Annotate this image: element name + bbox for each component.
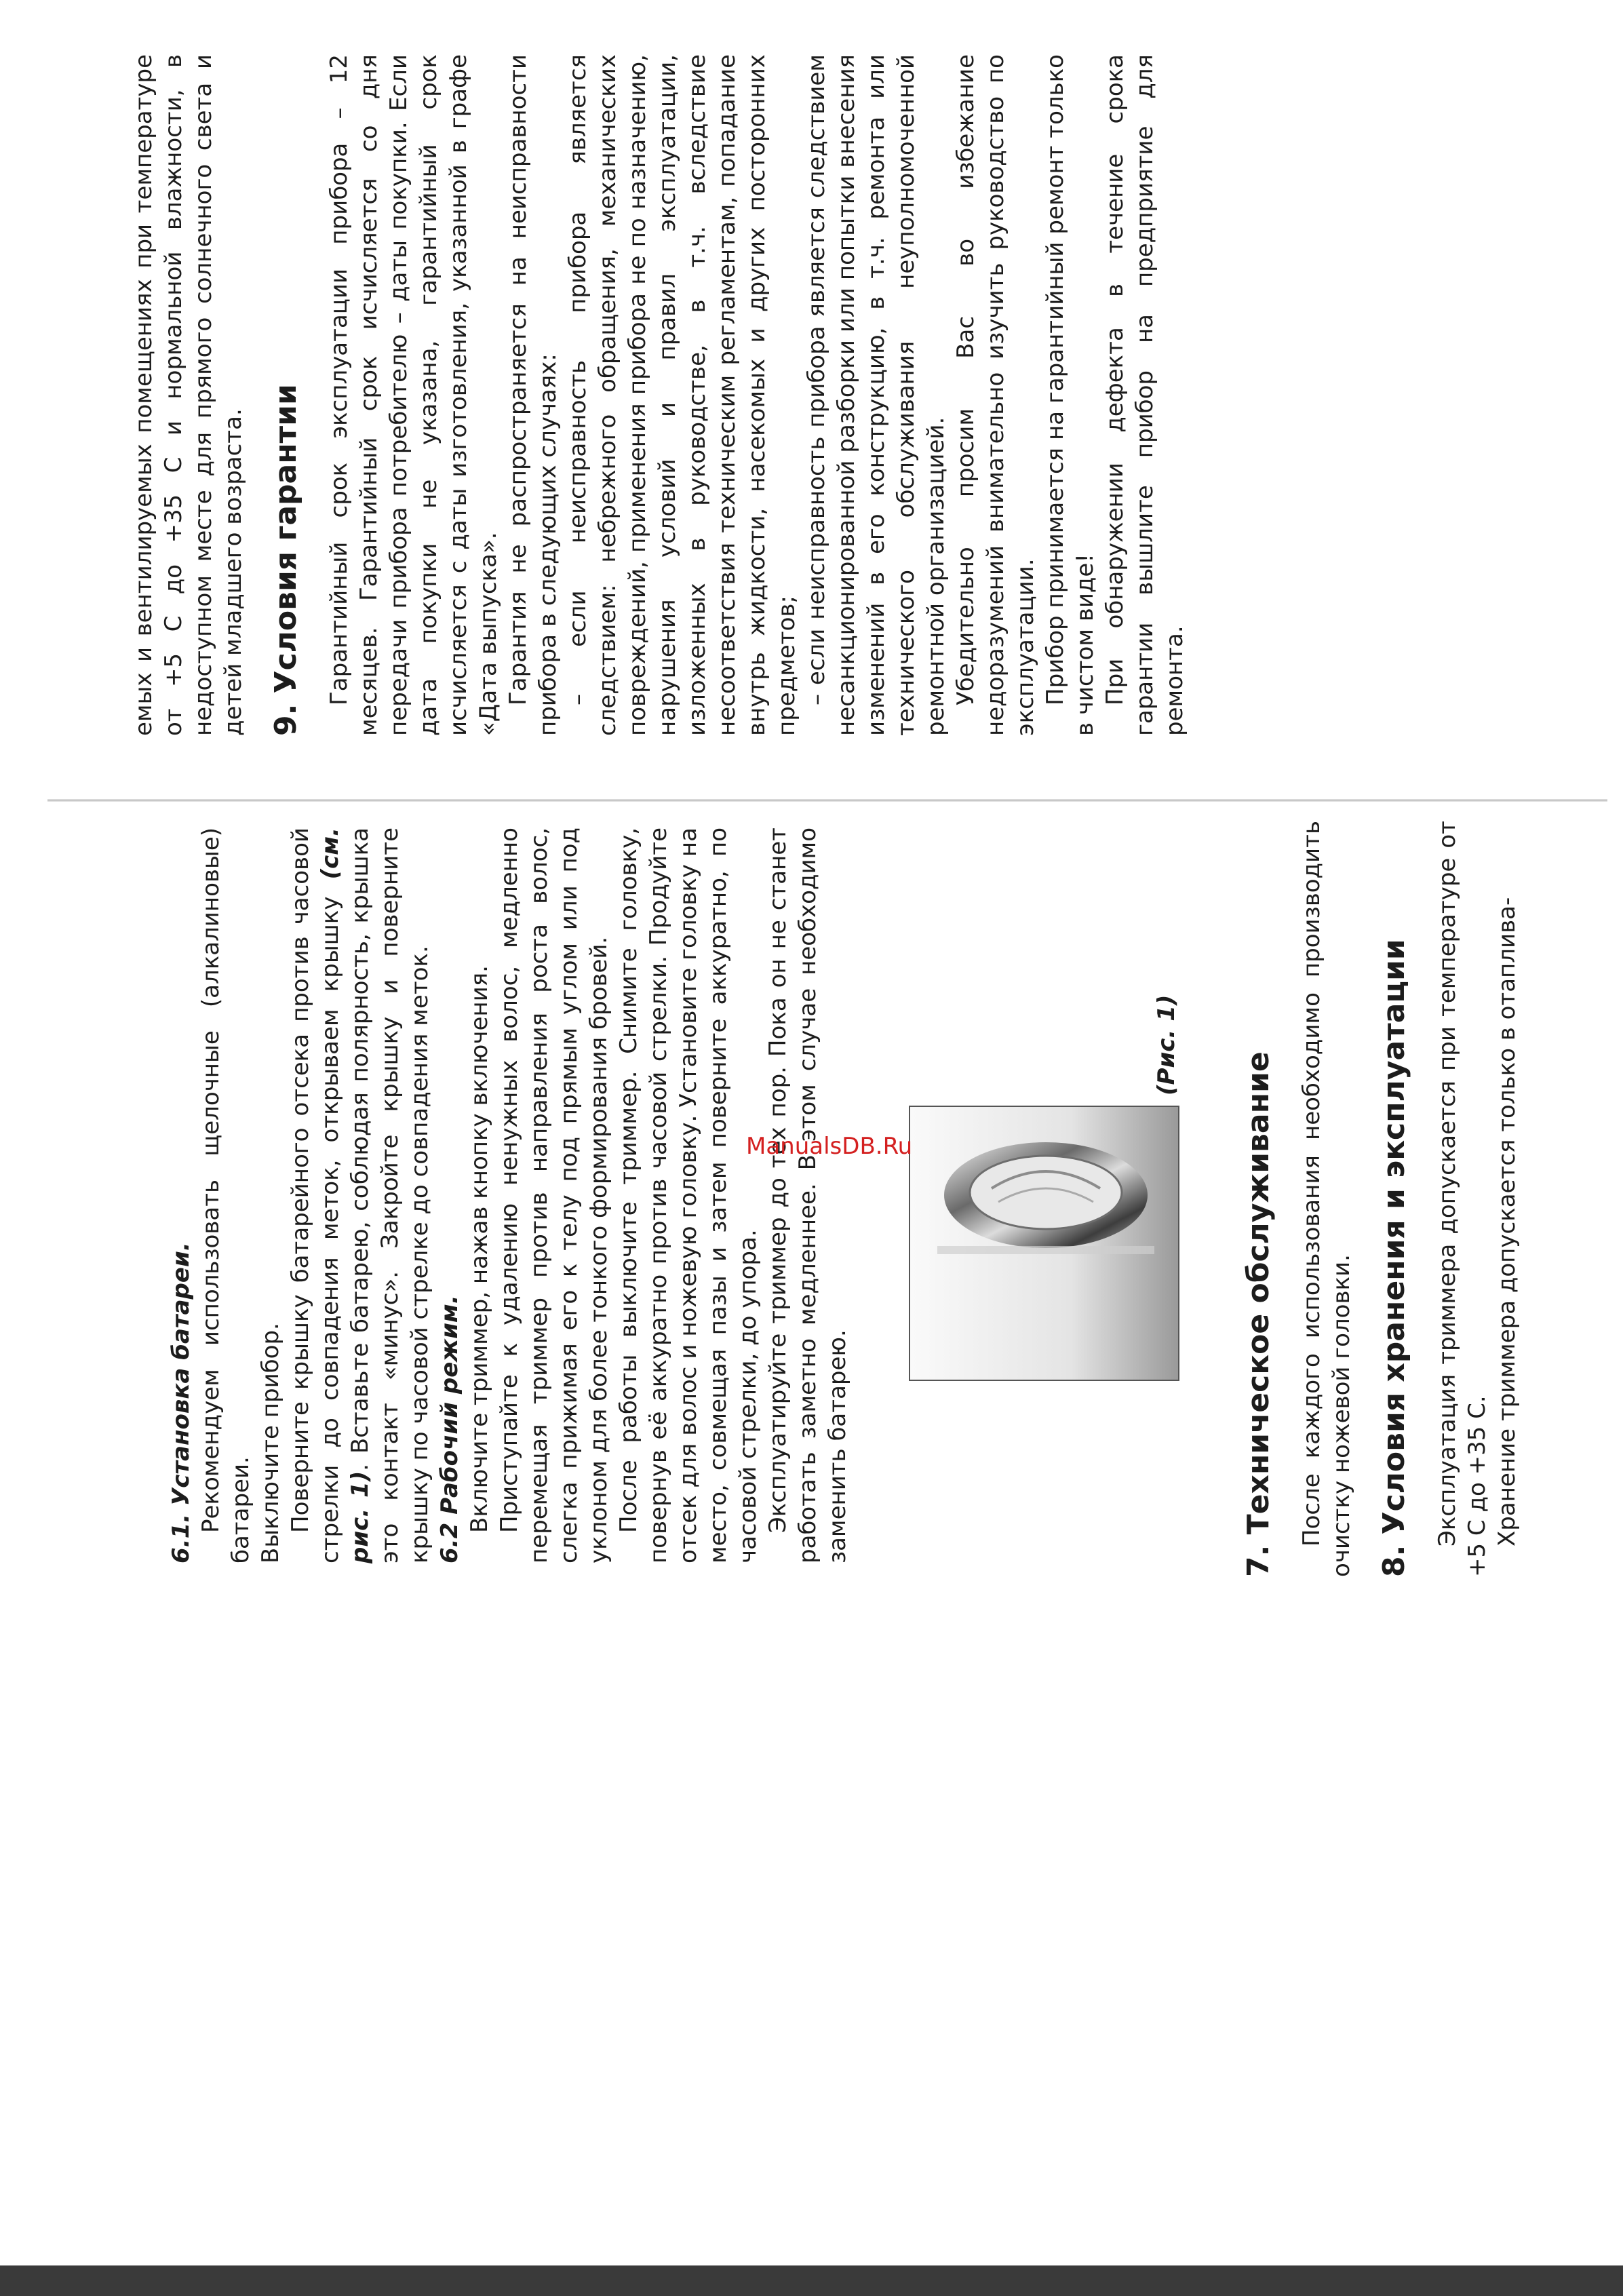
maintenance-column xyxy=(1221,821,1522,1577)
figure-1-image xyxy=(909,1106,1179,1381)
figure-reference: (см. рис. 1) xyxy=(317,827,374,1563)
cover-instruction xyxy=(286,828,435,1563)
turn-off-instruction: Выключите прибор. xyxy=(257,1323,284,1563)
storage-continuation: емых и вентилируемых помещениях при температуре от +5 С до +35 С и нормальной влажности, в недоступном месте для прямого солнечного света и детей младшего возраста. xyxy=(130,54,247,736)
storage-heading: 8. Условия хранения и эксплуатации xyxy=(1377,939,1411,1577)
maintenance-text: После каждого использования необходимо производить очистку ножевой головки. xyxy=(1298,821,1355,1577)
storage-text: Эксплуатация триммера допускается при температуре от +5 С до +35 С. xyxy=(1434,821,1491,1577)
warranty-heading: 9. Условия гарантии xyxy=(269,384,303,736)
work-paragraph: Эксплуатируйте триммер до тех пор. Пока он не станет работать заметно медленнее. В этом случае необходимо заменить батарею. xyxy=(764,828,851,1563)
storage-text: Хранение триммера допускается только в отаплива- xyxy=(1493,897,1521,1546)
warranty-paragraph: Гарантийный срок эксплуатации прибора – 12 месяцев. Гарантийный срок исчисляется со дня передачи прибора потребителю – даты покупки. Если дата покупки не указана, гарантийный срок исчисляется с даты изготовления, указанной в графе «Дата выпуска». xyxy=(326,54,502,736)
usage-column xyxy=(166,828,853,1563)
cover-text-b: . Вставьте батарею, соблюдая полярность, крышка это контакт «минус». Закройте крышку и поверните крышку по часовой стрелке до совпадения меток. xyxy=(347,828,433,1563)
work-paragraph: Включите триммер, нажав кнопку включения. xyxy=(466,965,493,1533)
warranty-column xyxy=(129,54,1190,736)
watermark-text: ManualsDB.Ru xyxy=(746,1133,913,1160)
warranty-paragraph: Прибор принимается на гарантийный ремонт только в чистом виде! xyxy=(1042,54,1099,736)
battery-recommendation: Рекомендуем использовать щелочные (алкалиновые) батареи. xyxy=(197,828,254,1563)
maintenance-heading: 7. Техническое обслуживание xyxy=(1241,1051,1276,1577)
work-paragraph: После работы выключите триммер. Снимите головку, повернув её аккуратно против часовой стрелки. Продуйте отсек для волос и ножевую головку. Установите головку на место, совмещая пазы и затем поверните аккуратно, по часовой стрелки, до упора. xyxy=(615,828,762,1563)
work-paragraph: Приступайте к удалению ненужных волос, медленно перемещая триммер против направления роста волос, слегка прижимая его к телу под прямым углом или под уклоном для более тонкого формирования бровей. xyxy=(496,828,612,1563)
section-6-2-title: 6.2 Рабочий режим. xyxy=(436,1295,463,1563)
warranty-paragraph: При обнаружении дефекта в течение срока гарантии вышлите прибор на предприятие для ремонта. xyxy=(1101,54,1188,736)
warranty-paragraph: – если неисправность прибора является следствием несанкционированной разборки или попытки внесения изменений в его конструкцию, в т.ч. ремонта или технического обслуживания неуполномоченной ремонтной организацией. xyxy=(803,54,950,736)
warranty-paragraph: – если неисправность прибора является следствием: небрежного обращения, механических повреждений, применения прибора не по назначению, нарушения условий и правил эксплуатации, изложенных в руководстве, в т.ч. вследствие несоответствия техническим регламентам, попадание внутрь жидкости, насекомых и других посторонних предметов; xyxy=(564,54,800,736)
scan-bottom-edge xyxy=(0,2265,1623,2296)
warranty-paragraph: Убедительно просим Вас во избежание недоразумений внимательно изучить руководство по эксплуатации. xyxy=(952,54,1039,736)
trimmer-head-illustration xyxy=(910,1107,1178,1380)
figure-1-caption: (Рис. 1) xyxy=(1153,994,1180,1095)
trimmer-cap-face xyxy=(970,1156,1122,1229)
page-fold-divider xyxy=(47,799,1607,802)
section-6-1-title: 6.1. Установка батареи. xyxy=(168,1242,195,1563)
warranty-paragraph: Гарантия не распространяется на неисправности прибора в следующих случаях: xyxy=(505,54,562,736)
cover-text-a: Поверните крышку батарейного отсека против часовой стрелки до совпадения меток, открываем крышку xyxy=(287,828,344,1563)
